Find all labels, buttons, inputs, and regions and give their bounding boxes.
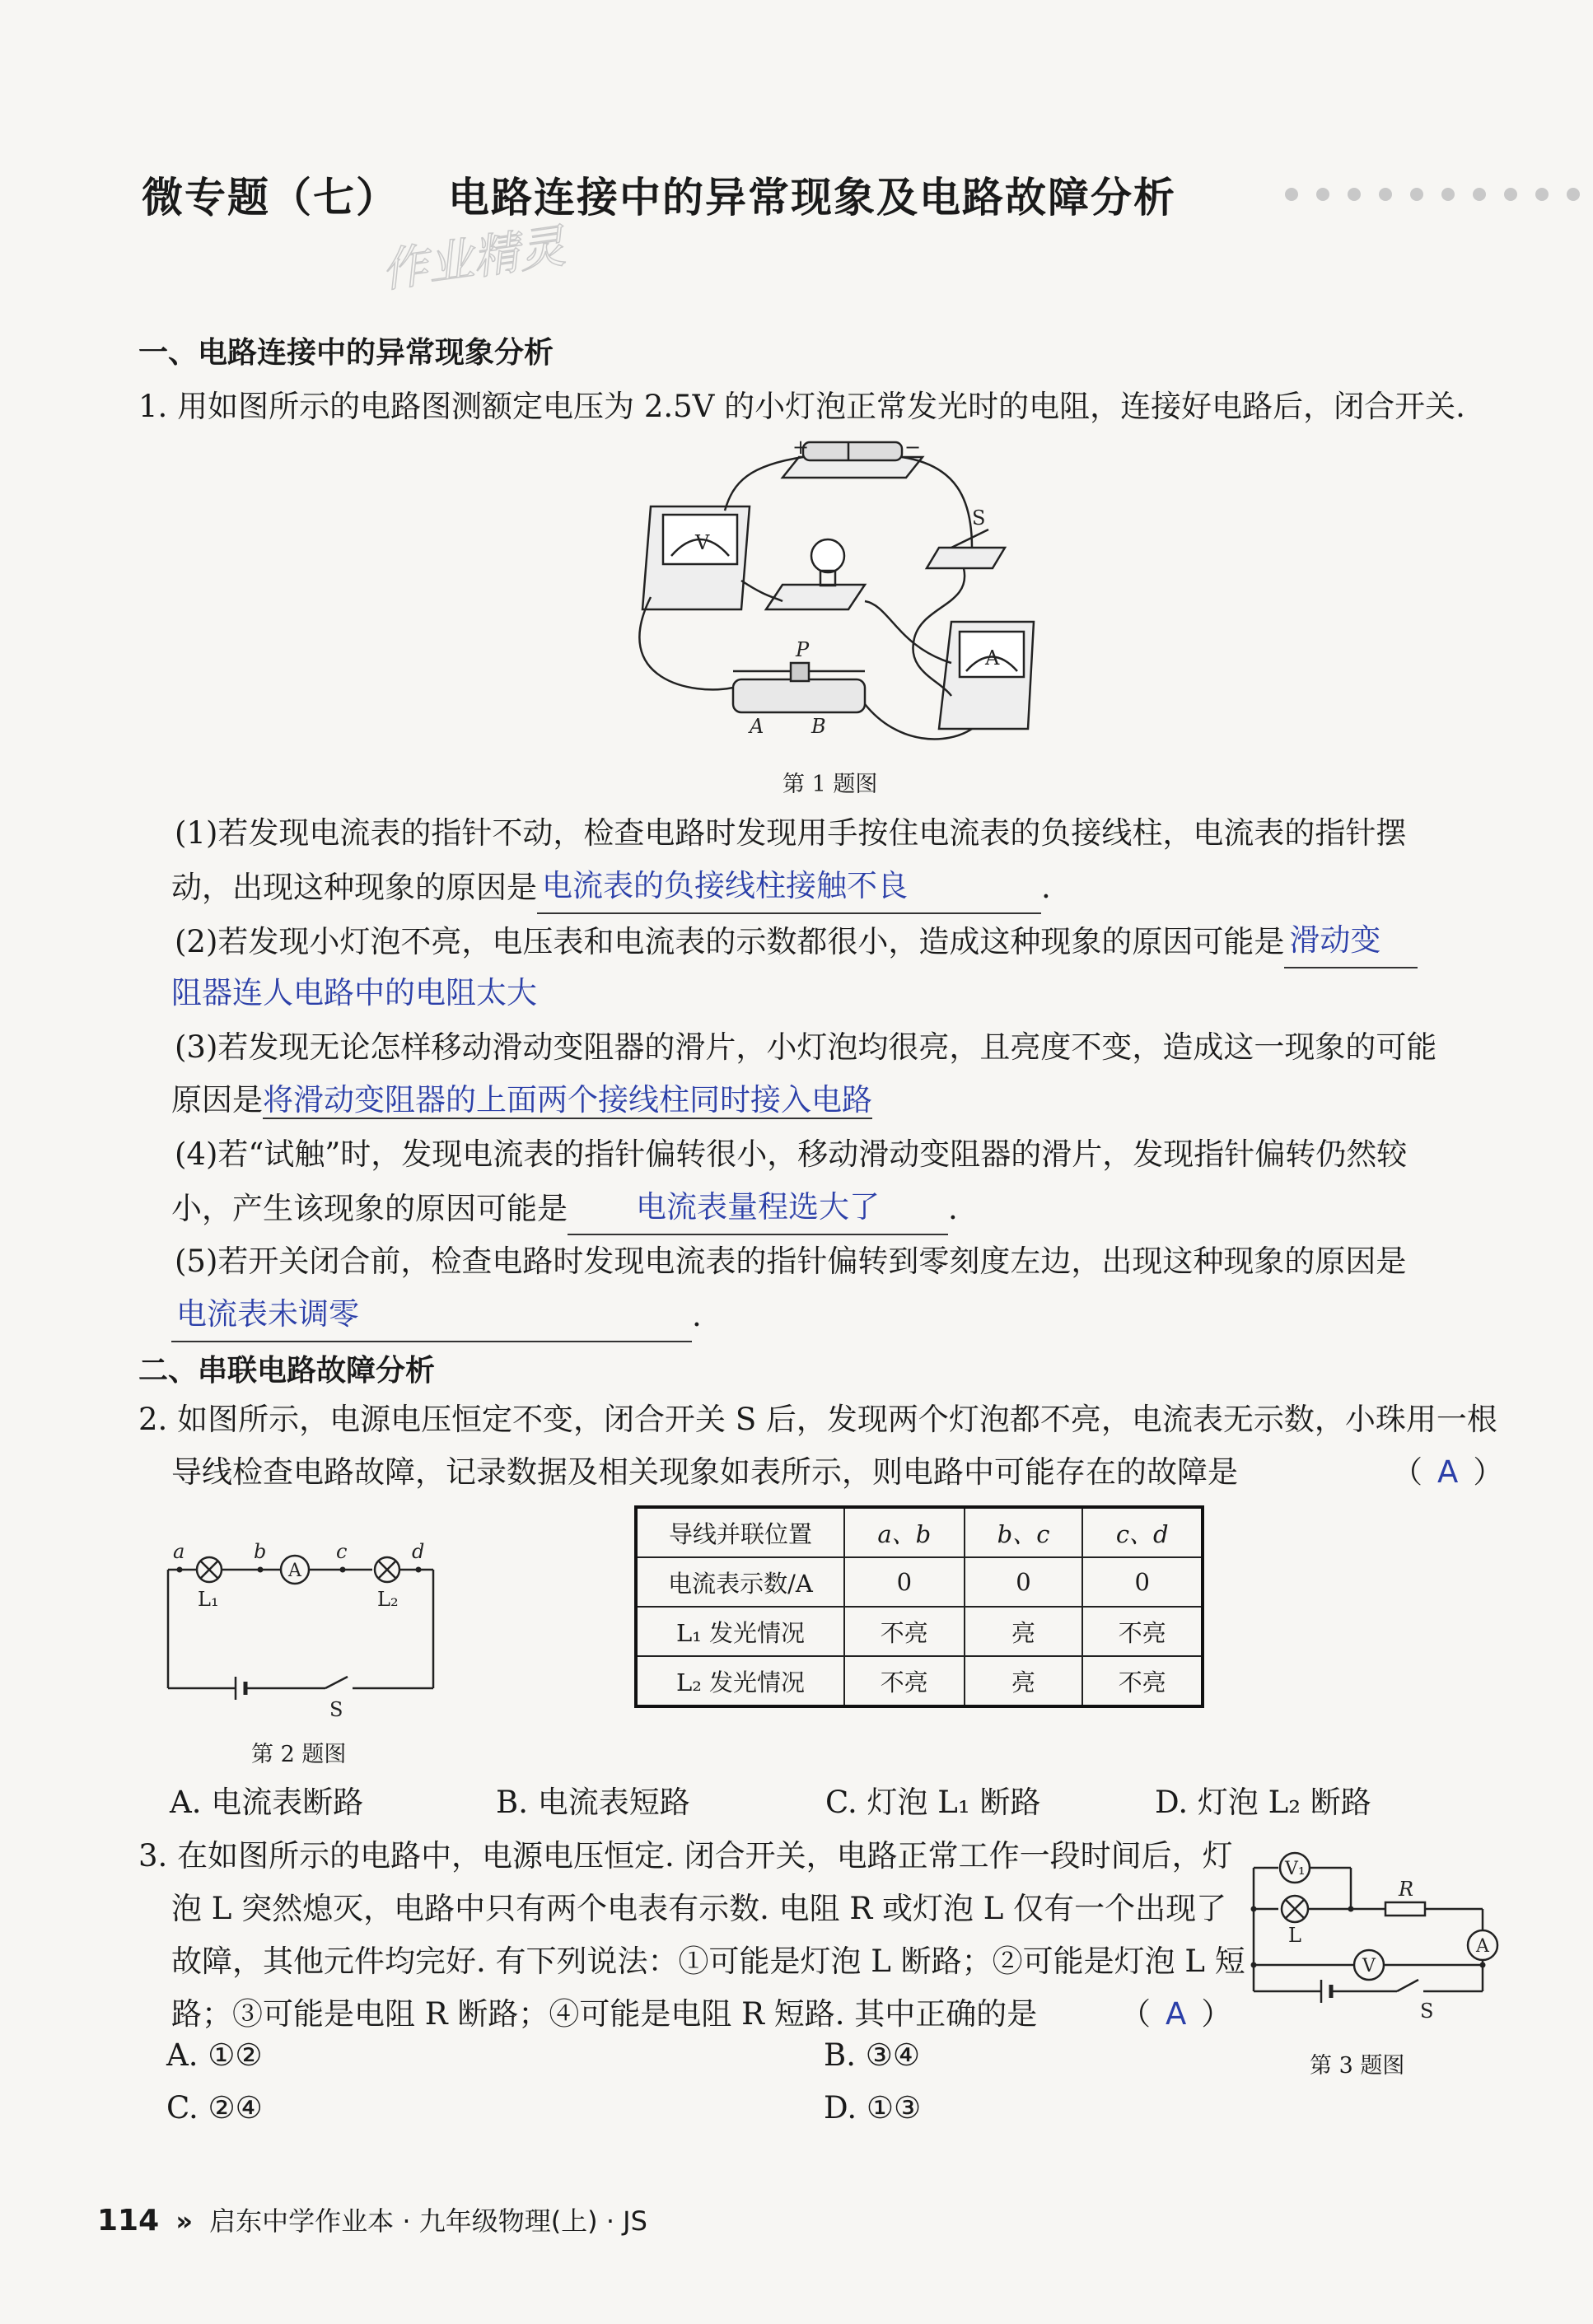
q1-sub2-answer-2: 阻器连人电路中的电阻太大	[171, 975, 537, 1010]
q2-option-d: D. 灯泡 L₂ 断路	[1155, 1785, 1371, 1820]
q1-sub1-line1: (1)若发现电流表的指针不动，检查电路时发现用手按住电流表的负接线柱，电流表的指针摆	[175, 815, 1407, 851]
fig3-label-R: R	[1399, 1878, 1414, 1901]
q1-sub5-line1: (5)若开关闭合前，检查电路时发现电流表的指针偏转到零刻度左边，出现这种现象的原因是	[175, 1244, 1407, 1279]
q1-sub4-answer: 电流表量程选大了	[568, 1181, 948, 1235]
q1-sub2-answer-1: 滑动变	[1284, 914, 1418, 968]
q1-figure-caption: 第 1 题图	[782, 772, 878, 797]
q3-option-b: B. ③④	[824, 2037, 921, 2073]
q2-figure-caption: 第 2 题图	[251, 1742, 347, 1767]
q2-stem-line1: 2. 如图所示，电源电压恒定不变，闭合开关 S 后，发现两个灯泡都不亮，电流表无示数，小珠用一根	[138, 1402, 1497, 1437]
q1-sub1-answer: 电流表的负接线柱接触不良	[537, 860, 1041, 914]
q1-sub4-line1: (4)若“试触”时，发现电流表的指针偏转很小，移动滑动变阻器的滑片，发现指针偏转仍然较	[175, 1136, 1408, 1172]
q2-option-b: B. 电流表短路	[496, 1785, 690, 1820]
table-row: L₁ 发光情况 不亮 亮 不亮	[636, 1607, 1203, 1656]
q2-table	[634, 1505, 1204, 1708]
q2-figure	[156, 1540, 453, 1721]
fig1-label-battery-neg: −	[904, 436, 922, 459]
table-header-row: 导线并联位置 a、b b、c c、d	[636, 1507, 1203, 1557]
q3-figure	[1236, 1827, 1507, 2032]
q1-sub1-line2: 动，出现这种现象的原因是 电流表的负接线柱接触不良 .	[171, 860, 1051, 914]
q2-stem-line2: 导线检查电路故障，记录数据及相关现象如表所示，则电路中可能存在的故障是	[171, 1454, 1238, 1490]
q1-sub5-line2: 电流表未调零 .	[171, 1288, 702, 1342]
q1-stem: 1. 用如图所示的电路图测额定电压为 2.5V 的小灯泡正常发光时的电阻，连接好电路后，闭合开关.	[138, 389, 1465, 424]
fig3-label-V1: V₁	[1285, 1859, 1306, 1879]
q3-line1: 3. 在如图所示的电路中，电源电压恒定. 闭合开关，电路正常工作一段时间后，灯	[138, 1838, 1233, 1874]
fig1-label-switch: S	[972, 506, 986, 530]
fig2-label-L2: L₂	[377, 1588, 399, 1611]
fig2-label-c: c	[336, 1540, 348, 1563]
fig3-label-V: V	[1362, 1956, 1376, 1976]
q1-sub2-line2	[171, 967, 537, 1020]
fig2-label-ammeter: A	[288, 1561, 301, 1581]
q3-line2: 泡 L 突然熄灭，电路中只有两个电表有示数. 电阻 R 或灯泡 L 仅有一个出现了	[171, 1891, 1227, 1926]
q3-option-d: D. ①③	[824, 2090, 922, 2126]
watermark: 作业精灵	[378, 219, 569, 299]
table-row: 电流表示数/A 0 0 0	[636, 1557, 1203, 1607]
q2-answer-bracket: （ A ）	[1392, 1454, 1504, 1490]
fig2-label-switch: S	[329, 1698, 343, 1721]
q1-sub3-answer: 将滑动变阻器的上面两个接线柱同时接入电路	[263, 1082, 872, 1118]
fig1-label-battery-pos: +	[792, 436, 810, 459]
fig1-label-a: A	[750, 715, 764, 738]
q1-sub5-answer: 电流表未调零	[171, 1288, 692, 1342]
q3-line3: 故障，其他元件均完好. 有下列说法：①可能是灯泡 L 断路；②可能是灯泡 L 短	[171, 1944, 1245, 1979]
fig1-label-ammeter: A	[985, 646, 1000, 670]
page-footer	[97, 2200, 647, 2238]
footer-book-title: 启东中学作业本 · 九年级物理(上) · JS	[209, 2205, 647, 2237]
title-sub: 电路连接中的异常现象及电路故障分析	[448, 174, 1176, 222]
fig3-label-S: S	[1420, 2000, 1434, 2023]
table-row: L₂ 发光情况 不亮 亮 不亮	[636, 1656, 1203, 1706]
q1-sub4-line2: 小，产生该现象的原因可能是 电流表量程选大了 .	[171, 1181, 958, 1235]
fig3-label-ammeter: A	[1476, 1936, 1489, 1957]
q2-option-a: A. 电流表断路	[170, 1785, 364, 1820]
fig2-label-L1: L₁	[198, 1588, 219, 1611]
page-title	[142, 165, 1176, 224]
q3-line4: 路；③可能是电阻 R 断路；④可能是电阻 R 短路. 其中正确的是	[171, 1996, 1038, 2032]
q3-option-c: C. ②④	[166, 2090, 263, 2126]
section-heading-1: 一、电路连接中的异常现象分析	[138, 336, 554, 370]
q3-figure-caption: 第 3 题图	[1310, 2053, 1405, 2079]
q3-answer-bracket: （ A ）	[1120, 1996, 1232, 2032]
fig2-label-a: a	[173, 1540, 185, 1563]
fig3-label-L: L	[1288, 1924, 1301, 1947]
page-number: 114	[97, 2204, 160, 2238]
q2-answer: A	[1437, 1454, 1459, 1490]
fig1-label-b: B	[811, 715, 826, 738]
q1-sub2-line1: (2)若发现小灯泡不亮，电压表和电流表的示数都很小，造成这种现象的原因可能是 滑动变	[175, 914, 1418, 968]
q1-sub3-line1: (3)若发现无论怎样移动滑动变阻器的滑片，小灯泡均很亮，且亮度不变，造成这一现象的可能	[175, 1029, 1437, 1065]
title-main: 微专题（七）	[142, 174, 399, 222]
q1-sub3-line2: 原因是将滑动变阻器的上面两个接线柱同时接入电路	[171, 1082, 872, 1118]
fig2-label-b: b	[254, 1540, 267, 1563]
q3-option-a: A. ①②	[166, 2037, 263, 2073]
fig1-label-voltmeter: V	[695, 531, 710, 554]
q2-option-c: C. 灯泡 L₁ 断路	[825, 1785, 1041, 1820]
section-heading-2: 二、串联电路故障分析	[138, 1354, 436, 1388]
title-dots	[1285, 188, 1580, 201]
fig2-label-d: d	[412, 1540, 425, 1563]
q3-answer: A	[1166, 1996, 1187, 2032]
fig1-label-slider: P	[796, 638, 810, 661]
footer-arrows: »	[175, 2205, 193, 2237]
q1-figure	[626, 432, 1038, 762]
